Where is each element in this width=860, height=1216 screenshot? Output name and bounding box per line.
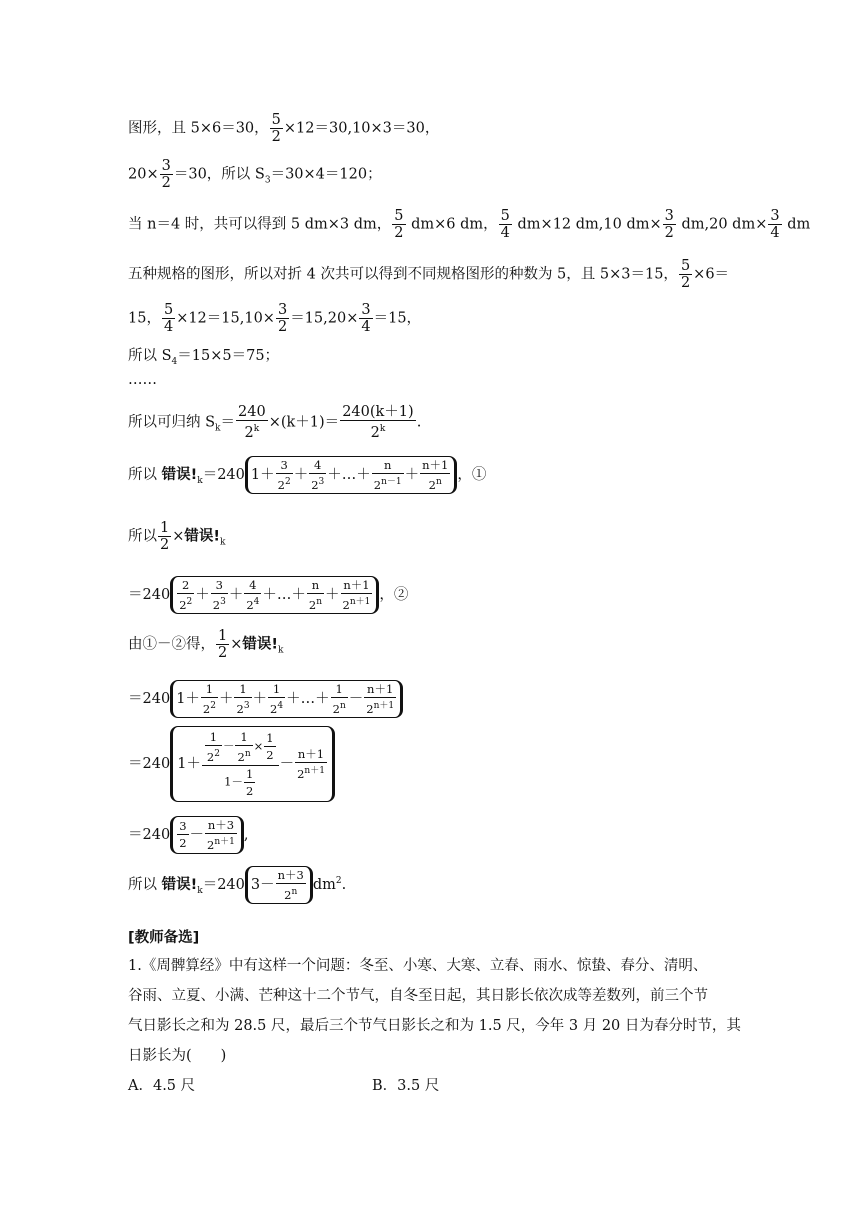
text-line <box>128 404 421 441</box>
text-line <box>128 576 408 614</box>
text-segment: . <box>416 414 422 431</box>
ellipsis: …… <box>128 372 157 388</box>
text-line <box>128 370 157 390</box>
fraction: $\frac{5}{2}$ <box>680 258 691 291</box>
text-segment: ＝15,20× <box>290 310 359 327</box>
option-b: B．3.5 尺 <box>372 1078 440 1094</box>
bracket-expression: 1＋ $\frac{1}{2^2}$ ＋ $\frac{1}{2^3}$ ＋ $\frac{1}{2^4}$ ＋…＋ $\frac{1}{2^n}$ － $\frac{n+1}{2^{n+1}}$ <box>170 680 403 718</box>
text-segment: ，① <box>457 466 487 483</box>
bracket-expression: 1＋ $\frac{1}{2^2}$ － $\frac{1}{2^n}$ × $\frac{1}{2}$ 1－ $\frac{1}{2}$ － $\frac{n+1}{2^{n+1}}$ <box>170 726 335 802</box>
text-segment: 所以 <box>128 528 157 545</box>
fraction: $\frac{3}{2}$ <box>664 208 674 241</box>
text-line <box>128 258 729 291</box>
option-a: A．4.5 尺 <box>128 1078 196 1094</box>
text-segment: ＝15×5＝75； <box>177 348 280 364</box>
text-segment: 所以可归纳 S <box>128 414 216 431</box>
text-segment: ＝15， <box>373 310 422 327</box>
text-line: 由①－②得， $\frac{1}{2}$ ×错误$!_k$ <box>128 628 284 661</box>
error-mark: 错误! <box>161 466 198 483</box>
text-segment: ＝240 <box>128 690 171 707</box>
subscript: k <box>215 423 221 434</box>
text-line <box>128 208 810 241</box>
text-segment: ×12＝15,10× <box>176 310 275 327</box>
text-line: 所以 错误$!_k=240$ 1＋ $\frac{3}{2^2}$ ＋ $\frac{4}{2^3}$ ＋…＋ $\frac{n}{2^{n-1}}$ ＋ $\frac{n+1}{2^n}$ ，① <box>128 458 487 492</box>
fraction: $\frac{5}{2}$ <box>394 208 404 241</box>
fraction: $\frac{3}{4}$ <box>361 302 371 335</box>
superscript: 2 <box>335 876 342 887</box>
bracket-expression: $\frac{2}{2^2}$ ＋ $\frac{3}{2^3}$ ＋ $\frac{4}{2^4}$ ＋…＋ $\frac{n}{2^n}$ ＋ $\frac{n+1}{2^{n+1}}$ <box>170 576 379 614</box>
fraction: $\frac{240}{2^k}$ <box>238 404 266 441</box>
text-segment: ×6＝ <box>693 266 730 283</box>
text-line: 所以 错误$!_k=240$ 3－ $\frac{n+3}{2^n}$ $dm^2$. <box>128 868 347 902</box>
text-segment: ＝30×4＝120； <box>270 166 382 183</box>
text-segment: dm <box>782 216 811 233</box>
fraction: $\frac{3}{4}$ <box>770 208 780 241</box>
text-line <box>128 680 403 718</box>
error-mark: 错误! <box>184 528 221 545</box>
text-line <box>128 346 279 372</box>
text-segment: 所以 <box>128 466 162 483</box>
subscript: 4 <box>171 356 178 367</box>
text-segment: ＝240 <box>128 826 171 843</box>
text-line <box>128 158 382 191</box>
error-mark: 错误! <box>242 636 279 653</box>
text-segment: dm×12 dm,10 dm× <box>512 216 662 233</box>
text-segment: ＝240 <box>128 586 171 603</box>
fraction: $\frac{5}{4}$ <box>500 208 510 241</box>
text-line <box>128 302 421 335</box>
text-segment: 20× <box>128 166 159 183</box>
question-line: 日影长为( ) <box>128 1048 227 1064</box>
text-segment: ＝240 <box>202 466 245 483</box>
fraction: $\frac{3}{2}$ <box>161 158 171 191</box>
question-line: 谷雨、立夏、小满、芒种这十二个节气，自冬至日起，其日影长依次成等差数列，前三个节 <box>128 988 708 1004</box>
text-segment: 由①－②得， <box>128 636 215 653</box>
unit: dm <box>312 876 336 893</box>
fraction: $\frac{5}{2}$ <box>271 112 281 145</box>
text-line <box>128 726 335 802</box>
text-segment: dm,20 dm× <box>676 216 768 233</box>
text-segment: dm×6 dm， <box>406 216 498 233</box>
text-segment: ＝240 <box>128 755 171 772</box>
text-line <box>128 112 439 145</box>
text-segment: 所以 S <box>128 348 172 364</box>
text-segment: ，② <box>379 586 409 603</box>
bracket-expression: 1＋ $\frac{3}{2^2}$ ＋ $\frac{4}{2^3}$ ＋…＋ $\frac{n}{2^{n-1}}$ ＋ $\frac{n+1}{2^n}$ <box>245 456 457 494</box>
text-segment: 五种规格的图形，所以对折 4 次共可以得到不同规格图形的种数为 5，且 5×3＝15， <box>128 266 678 283</box>
question-line: 1.《周髀算经》中有这样一个问题：冬至、小寒、大寒、立春、雨水、惊蛰、春分、清明、 <box>128 958 708 974</box>
text-segment: ＝30，所以 S <box>173 166 265 183</box>
text-segment: ＝ <box>220 414 236 431</box>
bracket-expression: $\frac{3}{2}$ － $\frac{n+3}{2^{n+1}}$ <box>170 816 244 854</box>
fraction: $\frac{5}{4}$ <box>163 302 174 335</box>
text-segment: 所以 <box>128 876 162 893</box>
text-line: 所以 $\frac{1}{2}$ ×错误$!_k$ <box>128 520 226 553</box>
text-segment: ×(k＋1)＝ <box>268 414 340 431</box>
text-segment: × <box>172 528 185 545</box>
bracket-expression: 3－ $\frac{n+3}{2^n}$ <box>245 866 313 904</box>
fraction: $\frac{3}{2}$ <box>277 302 288 335</box>
subscript: 3 <box>264 175 271 186</box>
text-segment: 图形，且 5×6＝30， <box>128 120 269 137</box>
text-segment: ×12＝30,10×3＝30， <box>283 120 440 137</box>
fraction: $\frac{240(k+1)}{2^k}$ <box>342 404 414 441</box>
text-segment: 15， <box>128 310 161 327</box>
text-line: ＝240 $\frac{3}{2}$ － $\frac{n+3}{2^{n+1}}$ , <box>128 818 249 852</box>
question-line: 气日影长之和为 28.5 尺，最后三个节气日影长之和为 1.5 尺，今年 3 月 20 日为春分时节，其 <box>128 1018 741 1034</box>
text-segment: 当 n＝4 时，共可以得到 5 dm×3 dm， <box>128 216 392 233</box>
fraction: $\frac{1}{2}$ <box>218 628 228 661</box>
error-mark: 错误! <box>161 876 198 893</box>
section-heading: [教师备选] <box>128 930 200 946</box>
fraction: $\frac{1}{2}$ <box>160 520 170 553</box>
